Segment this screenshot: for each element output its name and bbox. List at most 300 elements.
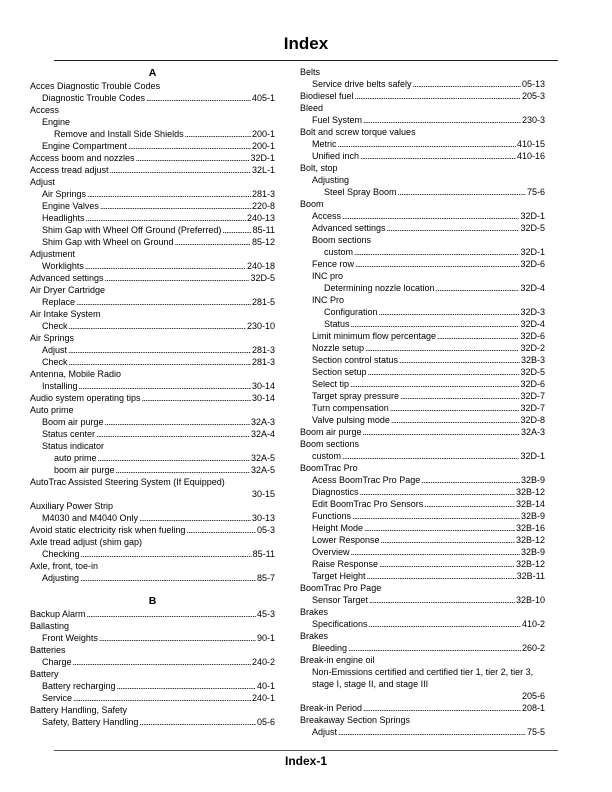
index-entry [30,440,275,452]
dot-leader [86,212,246,224]
section-spacer [30,584,275,594]
index-entry-page-ref: 05-3 [256,525,275,535]
index-entry [30,608,275,620]
index-entry [300,426,545,438]
index-entry [300,138,545,150]
index-entry [300,570,545,582]
index-entry-term: Brakes [300,631,329,641]
index-entry [300,534,545,546]
index-entry [300,522,545,534]
index-entry-page-ref: 32D-1 [250,153,275,163]
index-entry [30,512,275,524]
index-entry [30,548,275,560]
index-entry-term: Advanced settings [30,273,104,283]
index-entry [300,606,545,618]
index-entry-term: Target Height [312,571,366,581]
index-entry-page-ref: 32D-2 [520,343,545,353]
index-entry-term: Select tip [312,379,350,389]
footer-rule [54,750,558,751]
index-entry-page-ref: 32A-3 [250,417,275,427]
index-entry-term: Lower Response [312,535,380,545]
index-entry-term: INC pro [312,271,344,281]
dot-leader [117,680,256,692]
index-entry-term: Diagnostic Trouble Codes [42,93,146,103]
index-entry [30,524,275,536]
index-entry-page-ref: 32B-16 [515,523,545,533]
index-entry-page-ref: 205-6 [521,691,545,701]
index-entry [300,354,545,366]
index-entry-term: Adjust [42,345,68,355]
index-entry-term: Overview [312,547,350,557]
index-entry-page-ref: 32D-5 [520,223,545,233]
index-entry-page-ref: 30-13 [251,513,275,523]
index-entry-term: Boom sections [312,235,372,245]
index-entry [30,212,275,224]
index-entry-term: Shim Gap with Wheel on Ground [42,237,174,247]
index-entry-term: Fuel System [312,115,363,125]
index-entry-page-ref: 32D-8 [520,415,545,425]
index-entry [300,270,545,282]
dot-leader [379,306,520,318]
index-entry-page-ref: 32B-9 [520,511,545,521]
index-entry-term: Headlights [42,213,85,223]
index-entry-term: Axle, front, toe-in [30,561,99,571]
dot-leader [338,138,516,150]
dot-leader [421,474,520,486]
index-entry [300,510,545,522]
index-entry-term: Acces Diagnostic Trouble Codes [30,81,161,91]
index-entry-page-ref: 85-11 [252,225,275,235]
dot-leader [110,164,251,176]
index-entry [30,188,275,200]
dot-leader [367,570,516,582]
index-entry [30,200,275,212]
index-entry [300,318,545,330]
index-entry-term: Adjusting [312,175,350,185]
index-entry [30,104,275,116]
dot-leader [399,354,520,366]
dot-leader [128,140,251,152]
index-entry [300,666,545,702]
index-entry-page-ref: 32B-12 [515,535,545,545]
index-entry-term: Status center [42,429,96,439]
dot-leader [85,260,246,272]
index-entry [300,294,545,306]
index-entry-term: Front Weights [42,633,98,643]
index-entry-page-ref: 205-3 [521,91,545,101]
index-entry [30,560,275,572]
page-footer: Index-1 [284,754,327,768]
index-entry-page-ref: 85-7 [256,573,275,583]
dot-leader [186,524,256,536]
index-entry [300,330,545,342]
index-entry [30,716,275,728]
index-entry-term: Boom air purge [300,427,362,437]
index-entry-page-ref: 230-3 [521,115,545,125]
index-entry-term: Steel Spray Boom [324,187,397,197]
index-entry [30,368,275,380]
index-entry-term: Shim Gap with Wheel Off Ground (Preferred) [42,225,222,235]
index-entry-term: Auto prime [30,405,74,415]
dot-leader [363,114,521,126]
index-entry [300,282,545,294]
index-entry-page-ref: 200-1 [251,141,275,151]
dot-leader [100,200,251,212]
dot-leader [368,366,520,378]
index-entry-term: M4030 and M4040 Only [42,513,139,523]
index-entry-page-ref: 32B-10 [515,595,545,605]
index-entry-page-ref: 32D-7 [520,403,545,413]
index-entry [300,702,545,714]
index-entry [30,668,275,680]
index-entry-term: Boom [300,199,324,209]
index-entry [300,78,545,90]
index-entry-term: Air Dryer Cartridge [30,285,106,295]
index-entry-term: Check [42,321,68,331]
index-entry-page-ref: 32D-6 [520,379,545,389]
index-entry [30,692,275,704]
dot-leader [79,380,251,392]
index-entry-term: Limit minimum flow percentage [312,331,437,341]
index-entry-term: Belts [300,67,321,77]
index-entry-term: boom air purge [54,465,115,475]
index-entry-page-ref: 05-13 [521,79,545,89]
index-entry-term: Unified inch [312,151,360,161]
index-entry-term: Auxiliary Power Strip [30,501,114,511]
dot-leader [360,150,516,162]
index-entry [300,726,545,738]
index-entry-page-ref: 410-16 [516,151,545,161]
index-entry [30,92,275,104]
dot-leader [76,296,251,308]
index-entry-term: Edit BoomTrac Pro Sensors [312,499,424,509]
index-entry [300,558,545,570]
index-entry-page-ref: 32D-5 [250,273,275,283]
index-entry [300,150,545,162]
dot-leader [352,510,520,522]
index-entry-page-ref: 260-2 [521,643,545,653]
index-entry-page-ref: 32A-5 [250,453,275,463]
index-entry [30,404,275,416]
dot-leader [398,186,526,198]
index-entry-term: Audio system operating tips [30,393,141,403]
index-entry [30,680,275,692]
index-entry-term: Determining nozzle location [324,283,435,293]
dot-leader [363,702,521,714]
index-entry [300,414,545,426]
index-entry [300,474,545,486]
index-entry [30,452,275,464]
dot-leader [80,572,256,584]
index-entry-page-ref: 240-2 [251,657,275,667]
index-entry-term: Ballasting [30,621,70,631]
dot-leader [413,78,521,90]
index-entry-page-ref: 75-6 [526,187,545,197]
dot-leader [338,726,526,738]
index-entry-term: Fence row [312,259,355,269]
index-entry [300,546,545,558]
index-entry [30,356,275,368]
index-entry-term: Access [30,105,60,115]
index-entry-term: Check [42,357,68,367]
index-entry-page-ref: 240-13 [246,213,275,223]
index-entry-term: Configuration [324,307,378,317]
dot-leader [351,318,520,330]
index-entry [30,464,275,476]
index-entry [300,582,545,594]
index-entry [300,438,545,450]
index-entry-term: Break-in Period [300,703,363,713]
index-entry-page-ref: 30-15 [251,489,275,499]
dot-leader [387,222,520,234]
index-entry-term: Battery Handling, Safety [30,705,128,715]
index-entry [300,390,545,402]
index-entry-term: Replace [42,297,76,307]
index-entry-page-ref: 32D-7 [520,391,545,401]
index-entry-page-ref: 240-1 [251,693,275,703]
index-entry [300,450,545,462]
index-entry-term: Adjust [30,177,56,187]
index-entry-page-ref: 410-15 [516,139,545,149]
dot-leader [390,402,520,414]
index-entry-page-ref: 40-1 [256,681,275,691]
index-column-right [300,66,545,738]
index-entry-term: Advanced settings [312,223,386,233]
index-entry [30,164,275,176]
index-entry-term: BoomTrac Pro [300,463,358,473]
index-entry-term: Engine Compartment [42,141,128,151]
index-entry-term: Engine [42,117,71,127]
index-entry [30,248,275,260]
dot-leader [342,210,519,222]
dot-leader [96,428,250,440]
index-entry-term: custom [324,247,354,257]
index-entry [30,476,275,500]
index-entry-page-ref: 32B-9 [520,475,545,485]
index-entry-term: Bolt and screw torque values [300,127,416,137]
index-entry-term: Height Mode [312,523,364,533]
index-entry-page-ref: 410-2 [521,619,545,629]
index-entry-page-ref: 240-18 [246,261,275,271]
index-entry-term: Batteries [30,645,66,655]
dot-leader [68,344,251,356]
index-entry-page-ref: 220-8 [251,201,275,211]
index-entry-term: Brakes [300,607,329,617]
dot-leader [400,390,519,402]
index-entry [30,500,275,512]
index-entry [30,80,275,92]
dot-leader [365,342,519,354]
index-entry-term: Turn compensation [312,403,389,413]
dot-leader [98,452,250,464]
index-entry [300,630,545,642]
dot-leader [363,426,520,438]
index-entry [300,378,545,390]
index-entry [300,234,545,246]
index-entry-page-ref: 32D-4 [520,283,545,293]
dot-leader [364,522,515,534]
index-entry-term: Break-in engine oil [300,655,375,665]
index-entry-page-ref: 32D-1 [520,451,545,461]
index-entry [300,186,545,198]
dot-leader [185,128,251,140]
index-entry-term: Checking [42,549,80,559]
index-entry [30,536,275,548]
index-entry-page-ref: 75-5 [526,727,545,737]
index-section-letter: A [148,67,157,79]
index-entry [30,224,275,236]
index-entry-term: Battery recharging [42,681,116,691]
index-entry-page-ref: 85-11 [252,549,275,559]
index-entry-page-ref: 32D-6 [520,331,545,341]
index-entry [300,642,545,654]
index-entry [300,654,545,666]
index-entry [30,656,275,668]
dot-leader [348,642,521,654]
index-entry [300,174,545,186]
page-title: Index [283,34,329,53]
index-entry [30,572,275,584]
dot-leader [350,378,519,390]
index-entry [300,198,545,210]
dot-leader [379,558,515,570]
index-entry-term: Section control status [312,355,399,365]
index-entry [30,704,275,716]
dot-leader [360,486,515,498]
dot-leader [436,282,520,294]
index-entry [30,128,275,140]
index-entry-term: Adjustment [30,249,76,259]
index-entry-term: Status indicator [42,441,105,451]
index-entry-term: INC Pro [312,295,345,305]
index-entry-term: Installing [42,381,78,391]
index-entry-term: Diagnostics [312,487,359,497]
index-entry-page-ref: 30-14 [251,393,275,403]
index-entry-term: Access [312,211,342,221]
index-entry-term: Breakaway Section Springs [300,715,411,725]
index-entry-page-ref: 32B-14 [515,499,545,509]
index-entry-term: Functions [312,511,352,521]
index-entry-page-ref: 281-3 [251,189,275,199]
index-entry-page-ref: 32D-3 [520,307,545,317]
index-entry [300,258,545,270]
index-entry-page-ref: 32B-11 [516,571,545,581]
dot-leader [139,512,251,524]
dot-leader [146,92,251,104]
index-entry-page-ref: 405-1 [251,93,275,103]
dot-leader [87,188,251,200]
index-entry-term: BoomTrac Pro Page [300,583,382,593]
index-entry [300,102,545,114]
index-entry-term: Battery [30,669,59,679]
index-entry [300,486,545,498]
dot-leader [105,272,250,284]
index-entry-page-ref: 32B-12 [515,559,545,569]
dot-leader [139,716,256,728]
index-entry [30,620,275,632]
index-entry-page-ref: 32A-3 [520,427,545,437]
dot-leader [142,392,251,404]
index-entry-term: Valve pulsing mode [312,415,390,425]
index-entry [300,618,545,630]
dot-leader [355,258,519,270]
index-entry-term: Status [324,319,350,329]
index-entry [30,416,275,428]
index-entry-term: auto prime [54,453,97,463]
dot-leader [424,498,515,510]
index-entry-term: Service [42,693,73,703]
index-entry [30,116,275,128]
dot-leader [355,90,521,102]
index-entry-page-ref: 32B-9 [520,547,545,557]
index-entry-page-ref: 05-6 [256,717,275,727]
index-entry-term: Antenna, Mobile Radio [30,369,122,379]
index-entry-term: Air Springs [42,189,87,199]
index-entry [300,222,545,234]
index-entry [300,306,545,318]
index-entry-term: Biodiesel fuel [300,91,354,101]
dot-leader [99,632,256,644]
index-entry [300,246,545,258]
index-entry-page-ref: 32D-5 [520,367,545,377]
dot-leader [381,534,515,546]
dot-leader [437,330,519,342]
index-entry [30,428,275,440]
index-entry-page-ref: 281-3 [251,357,275,367]
index-entry-page-ref: 85-12 [251,237,275,247]
index-entry-page-ref: 32D-4 [520,319,545,329]
index-entry-term: Worklights [42,261,84,271]
index-entry-term: Bleeding [312,643,348,653]
dot-leader [116,464,250,476]
index-entry-term: Access tread adjust [30,165,109,175]
index-entry-term: Bleed [300,103,324,113]
index-entry [300,66,545,78]
index-entry [30,320,275,332]
index-entry-term: Safety, Battery Handling [42,717,139,727]
index-entry-term: Sensor Target [312,595,368,605]
dot-leader [391,414,520,426]
index-entry-page-ref: 32D-1 [520,211,545,221]
index-entry-term: Air Springs [30,333,75,343]
index-entry [30,632,275,644]
index-entry [30,284,275,296]
index-entry [30,308,275,320]
index-entry [300,162,545,174]
index-column-left [30,66,275,728]
index-entry-page-ref: 281-3 [251,345,275,355]
index-entry-term: Bolt, stop [300,163,338,173]
index-entry-term: Raise Response [312,559,379,569]
dot-leader [87,608,256,620]
index-entry [30,332,275,344]
dot-leader [369,594,515,606]
index-entry-page-ref: 32B-12 [515,487,545,497]
index-entry-page-ref: 230-10 [246,321,275,331]
dot-leader [342,450,519,462]
index-entry-term: Specifications [312,619,368,629]
index-entry [30,236,275,248]
index-entry [300,462,545,474]
index-entry [300,126,545,138]
index-entry [300,366,545,378]
index-entry [300,402,545,414]
dot-leader [354,246,519,258]
index-entry [300,90,545,102]
index-entry-page-ref: 32D-6 [520,259,545,269]
index-entry-term: Backup Alarm [30,609,86,619]
dot-leader [73,656,251,668]
